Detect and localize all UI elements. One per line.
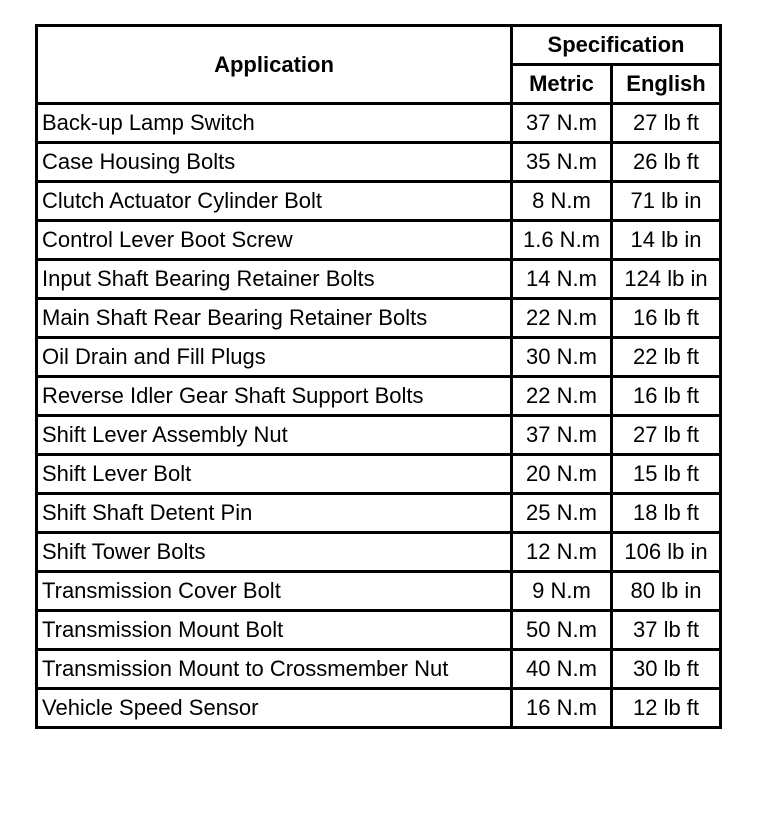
english-cell: 14 lb in <box>612 221 721 260</box>
table-row <box>37 611 721 650</box>
metric-cell: 37 N.m <box>512 104 612 143</box>
application-cell: Shift Lever Assembly Nut <box>37 416 512 455</box>
application-header: Application <box>37 26 512 104</box>
english-cell: 16 lb ft <box>612 377 721 416</box>
english-cell: 71 lb in <box>612 182 721 221</box>
application-cell: Transmission Mount Bolt <box>37 611 512 650</box>
table-row <box>37 260 721 299</box>
metric-cell: 35 N.m <box>512 143 612 182</box>
application-cell: Transmission Cover Bolt <box>37 572 512 611</box>
english-cell: 80 lb in <box>612 572 721 611</box>
metric-cell: 22 N.m <box>512 299 612 338</box>
table-row <box>37 650 721 689</box>
application-cell: Vehicle Speed Sensor <box>37 689 512 728</box>
metric-header: Metric <box>512 65 612 104</box>
metric-cell: 25 N.m <box>512 494 612 533</box>
english-cell: 37 lb ft <box>612 611 721 650</box>
english-cell: 15 lb ft <box>612 455 721 494</box>
table-row <box>37 104 721 143</box>
table-row <box>37 338 721 377</box>
table-row <box>37 455 721 494</box>
application-cell: Oil Drain and Fill Plugs <box>37 338 512 377</box>
application-cell: Shift Shaft Detent Pin <box>37 494 512 533</box>
english-cell: 124 lb in <box>612 260 721 299</box>
metric-cell: 9 N.m <box>512 572 612 611</box>
specification-header: Specification <box>512 26 721 65</box>
metric-cell: 37 N.m <box>512 416 612 455</box>
metric-cell: 20 N.m <box>512 455 612 494</box>
metric-cell: 22 N.m <box>512 377 612 416</box>
application-cell: Shift Tower Bolts <box>37 533 512 572</box>
table-row <box>37 572 721 611</box>
english-cell: 16 lb ft <box>612 299 721 338</box>
table-row <box>37 494 721 533</box>
metric-cell: 50 N.m <box>512 611 612 650</box>
application-cell: Main Shaft Rear Bearing Retainer Bolts <box>37 299 512 338</box>
metric-cell: 12 N.m <box>512 533 612 572</box>
table-row <box>37 299 721 338</box>
application-cell: Input Shaft Bearing Retainer Bolts <box>37 260 512 299</box>
table-row <box>37 533 721 572</box>
english-cell: 12 lb ft <box>612 689 721 728</box>
table-row <box>37 221 721 260</box>
table-header <box>37 26 721 104</box>
metric-cell: 8 N.m <box>512 182 612 221</box>
application-cell: Transmission Mount to Crossmember Nut <box>37 650 512 689</box>
header-row-top <box>37 26 721 65</box>
table-row <box>37 416 721 455</box>
application-cell: Clutch Actuator Cylinder Bolt <box>37 182 512 221</box>
english-cell: 106 lb in <box>612 533 721 572</box>
metric-cell: 14 N.m <box>512 260 612 299</box>
metric-cell: 30 N.m <box>512 338 612 377</box>
english-cell: 30 lb ft <box>612 650 721 689</box>
metric-cell: 40 N.m <box>512 650 612 689</box>
table-row <box>37 689 721 728</box>
metric-cell: 16 N.m <box>512 689 612 728</box>
application-cell: Reverse Idler Gear Shaft Support Bolts <box>37 377 512 416</box>
application-cell: Control Lever Boot Screw <box>37 221 512 260</box>
application-cell: Shift Lever Bolt <box>37 455 512 494</box>
application-cell: Case Housing Bolts <box>37 143 512 182</box>
table-body <box>37 104 721 728</box>
specification-table <box>35 24 722 729</box>
english-cell: 27 lb ft <box>612 416 721 455</box>
table-row <box>37 143 721 182</box>
english-cell: 26 lb ft <box>612 143 721 182</box>
english-header: English <box>612 65 721 104</box>
application-cell: Back-up Lamp Switch <box>37 104 512 143</box>
table-row <box>37 182 721 221</box>
english-cell: 27 lb ft <box>612 104 721 143</box>
metric-cell: 1.6 N.m <box>512 221 612 260</box>
table-row <box>37 377 721 416</box>
english-cell: 18 lb ft <box>612 494 721 533</box>
english-cell: 22 lb ft <box>612 338 721 377</box>
